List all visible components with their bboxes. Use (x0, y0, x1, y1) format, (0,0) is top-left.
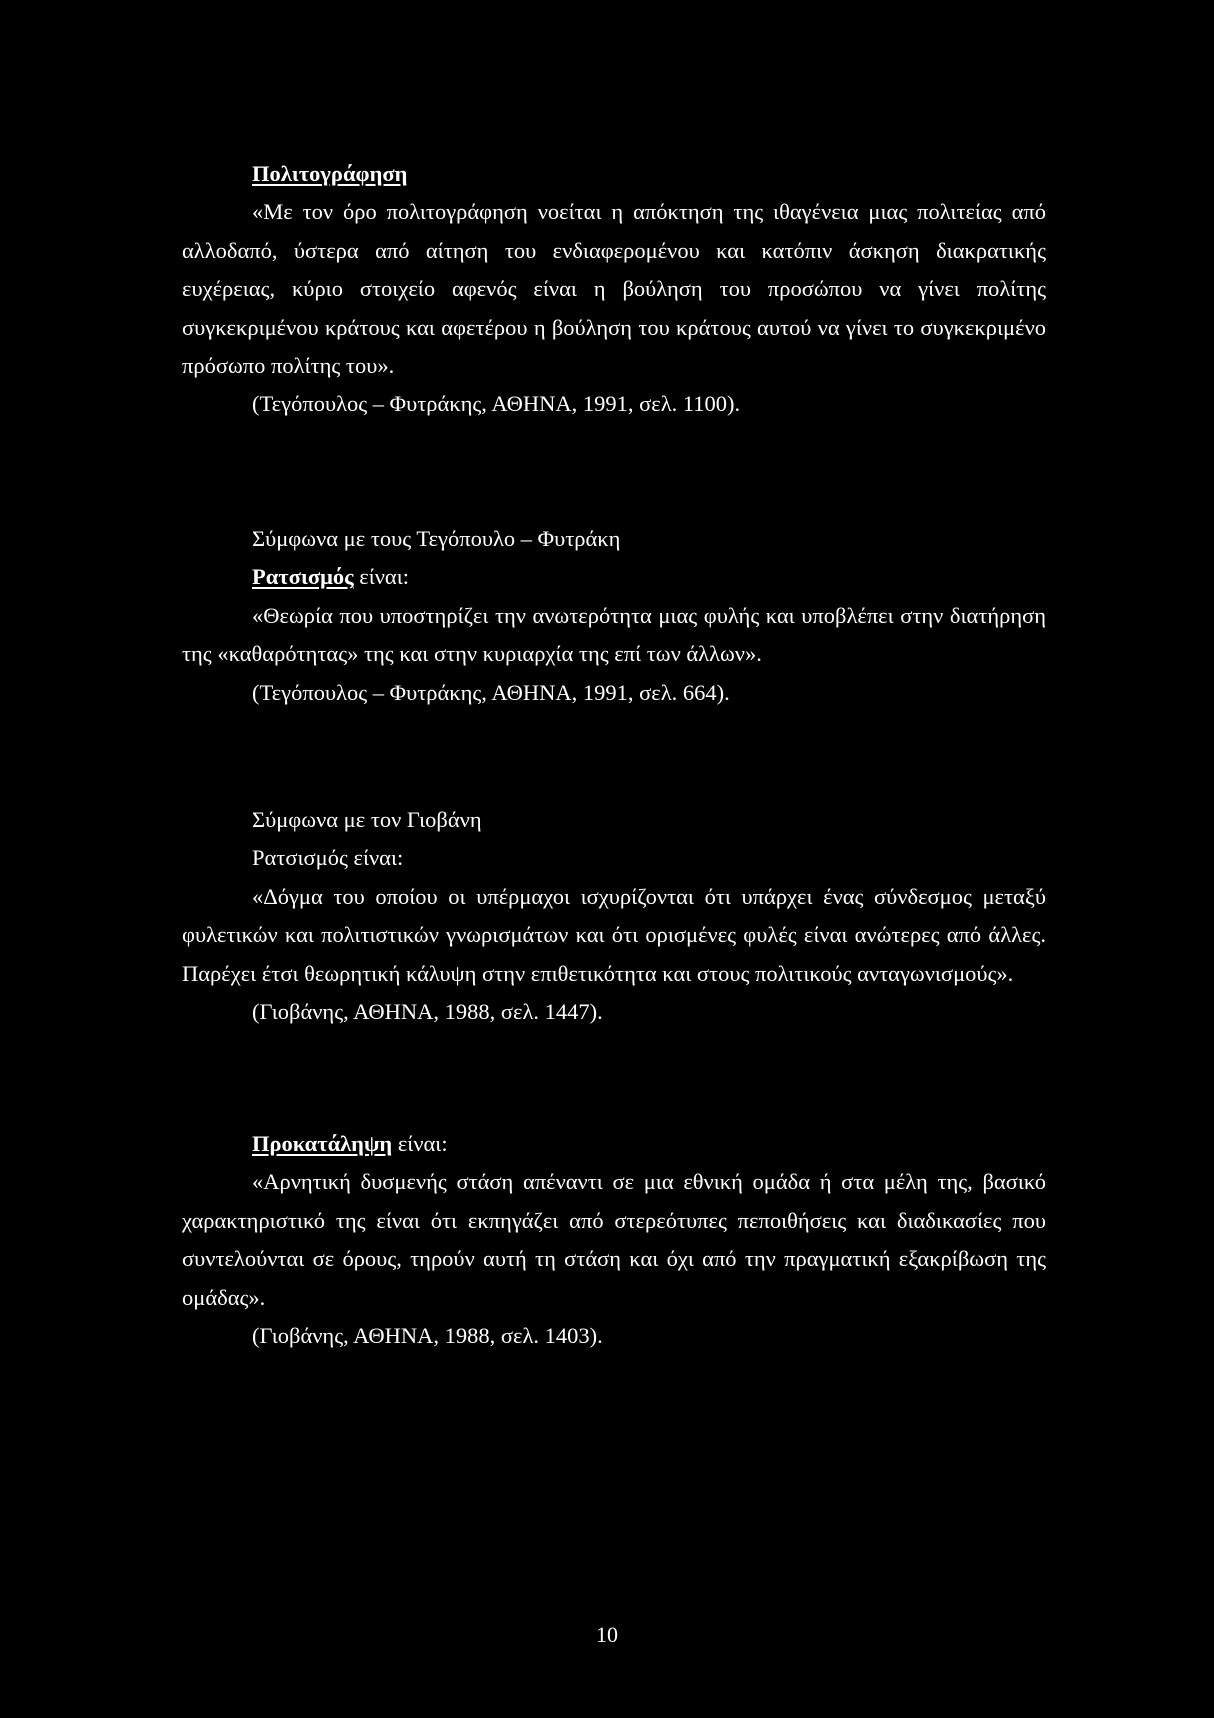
term-line (182, 558, 1046, 596)
citation: (Τεγόπουλος – Φυτράκης, ΑΘΗΝΑ, 1991, σελ. 664). (252, 679, 730, 705)
term-prejudice: Προκατάληψη (252, 1131, 393, 1156)
term-line: Ρατσισμός είναι: (252, 845, 404, 871)
section-racism-tegopoulos (182, 520, 1046, 712)
section-intro: Σύμφωνα με τους Τεγόπουλο – Φυτράκη (252, 526, 621, 551)
term-racism: Ρατσισμός (252, 564, 354, 590)
section-prejudice (182, 1125, 1046, 1355)
citation: (Γιοβάνης, ΑΘΗΝΑ, 1988, σελ. 1447). (252, 999, 603, 1025)
section-racism-giovanis (182, 801, 1046, 1031)
definition-quote: «Αρνητική δυσμενής στάση απέναντι σε μια εθνική ομάδα ή στα μέλη της, βασικό χαρακτηριστικό της είναι ότι εκπηγάζει από στερεότυπες πεποιθήσεις και διαδικασίες που συντελούνται σε όρους, τηρούν αυτή τη στάση και όχι από την πραγματική εξακρίβωση της ομάδας». (182, 1169, 1046, 1310)
definition-quote: «Με τον όρο πολιτογράφηση νοείται η απόκτηση της ιθαγένεια μιας πολιτείας από αλλοδαπό, ύστερα από αίτηση του ενδιαφερομένου και κατόπιν άσκηση διακρατικής ευχέρειας, κύριο στοιχείο αφενός είναι η βούληση του προσώπου να γίνει πολίτης συγκεκριμένου κράτους και αφετέρου η βούληση του κράτους αυτού να γίνει το συγκεκριμένο πρόσωπο πολίτης του». (182, 199, 1046, 379)
citation: (Τεγόπουλος – Φυτράκης, ΑΘΗΝΑ, 1991, σελ. 1100). (252, 391, 741, 417)
section-heading (182, 155, 1046, 193)
term-suffix: είναι: (353, 564, 410, 590)
term-line (182, 1125, 1046, 1163)
page-number: 10 (596, 1622, 618, 1647)
heading-naturalization: Πολιτογράφηση (252, 161, 408, 186)
section-naturalization (182, 155, 1046, 424)
section-intro: Σύμφωνα με τον Γιοβάνη (252, 807, 482, 832)
citation: (Γιοβάνης, ΑΘΗΝΑ, 1988, σελ. 1403). (252, 1323, 603, 1349)
definition-quote: «Θεωρία που υποστηρίζει την ανωτερότητα μιας φυλής και υποβλέπει στην διατήρηση της «καθαρότητας» της και στην κυριαρχία της επί των άλλων». (182, 602, 1046, 667)
term-suffix: είναι: (392, 1131, 448, 1156)
definition-quote: «Δόγμα του οποίου οι υπέρμαχοι ισχυρίζονται ότι υπάρχει ένας σύνδεσμος μεταξύ φυλετικών και πολιτιστικών γνωρισμάτων και ότι ορισμένες φυλές είναι ανώτερες από άλλες. Παρέχει έτσι θεωρητική κάλυψη στην επιθετικότητα και στους πολιτικούς ανταγωνισμούς». (182, 883, 1046, 986)
